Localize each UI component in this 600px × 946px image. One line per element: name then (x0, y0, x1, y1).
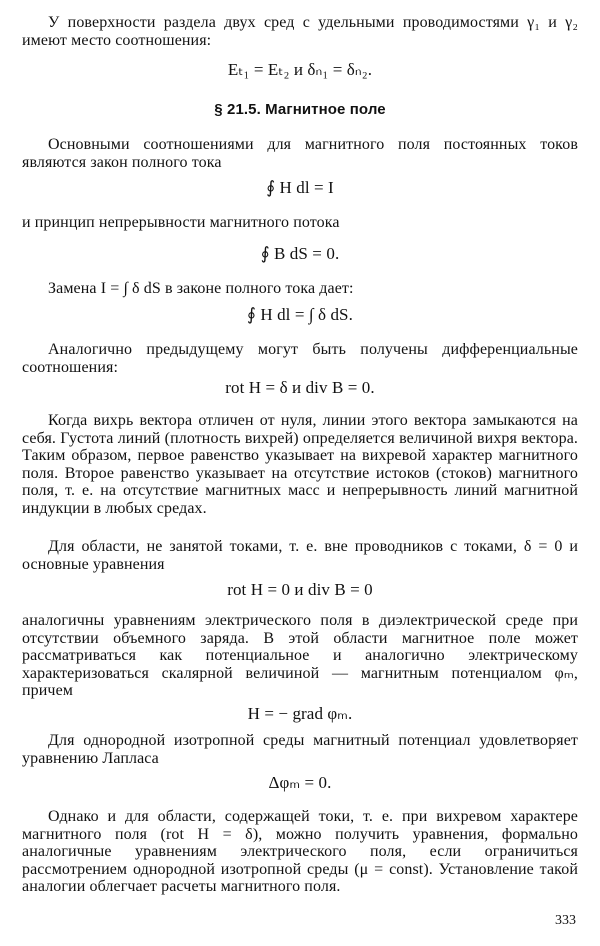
paragraph-1: Основными соотношениями для магнитного поля постоянных токов являются закон полного тока (22, 136, 578, 171)
page-number: 333 (555, 913, 576, 928)
equation-differential: rot H = δ и div B = 0. (225, 378, 375, 397)
equation-flux: ∮ B dS = 0. (260, 244, 340, 263)
paragraph-3: Замена I = ∫ δ dS в законе полного тока дает: (48, 280, 354, 297)
equation-gradient: H = − grad φₘ. (247, 704, 353, 723)
equation-ampere: ∮ H dl = I (266, 178, 334, 197)
paragraph-4: Аналогично предыдущему могут быть получены дифференциальные соотношения: (22, 341, 578, 376)
paragraph-6: Для области, не занятой токами, т. е. вне проводников с токами, δ = 0 и основные уравнения (22, 538, 578, 573)
equation-ampere-2: ∮ H dl = ∫ δ dS. (247, 305, 353, 324)
section-heading: § 21.5. Магнитное поле (214, 101, 386, 118)
paragraph-2: и принцип непрерывности магнитного потока (22, 214, 340, 231)
intro-paragraph: У поверхности раздела двух сред с удельными проводимостями γ₁ и γ₂ имеют место соотношения: (22, 14, 578, 49)
paragraph-9: Однако и для области, содержащей токи, т. е. при вихревом характере магнитного поля (rot H = δ), можно получить уравнения, формально аналогичные уравнениям электрического поля, если ограничиться рассмотрением однородной изотропной среды (μ = const). Установление такой аналогии облегчает расчеты магнитного поля. (22, 808, 578, 896)
paragraph-7: аналогичны уравнениям электрического поля в диэлектрической среде при отсутствии объемного заряда. В этой области магнитное поле может рассматриваться как потенциальное и аналогично электрическому характеризоваться скалярной величиной — магнитным потенциалом φₘ, причем (22, 612, 578, 700)
equation-laplace: Δφₘ = 0. (268, 773, 332, 792)
paragraph-5: Когда вихрь вектора отличен от нуля, линии этого вектора замыкаются на себя. Густота линий (плотность вихрей) определяется величиной вихря вектора. Таким образом, первое равенство указывает на вихревой характер магнитного поля. Второе равенство указывает на отсутствие истоков (стоков) магнитного поля, т. е. на отсутствие магнитных масс и непрерывность линий магнитной индукции в любых средах. (22, 412, 578, 517)
paragraph-8: Для однородной изотропной среды магнитный потенциал удовлетворяет уравнению Лапласа (22, 732, 578, 767)
equation-current-free: rot H = 0 и div B = 0 (227, 580, 373, 599)
equation-boundary: Eₜ₁ = Eₜ₂ и δₙ₁ = δₙ₂. (227, 60, 373, 79)
